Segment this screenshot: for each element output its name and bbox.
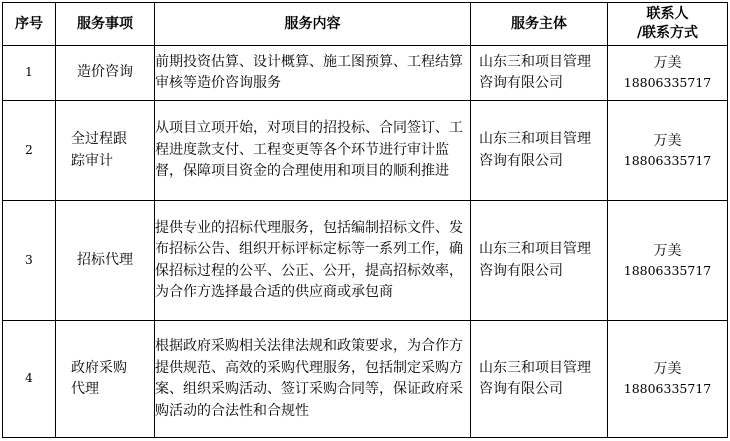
row-content: 提供专业的招标代理服务，包括编制招标文件、发布招标公告、组织开标评标定标等一系列工作，确保招标过程的公平、公正、公开，提高招标效率，为合作方选择最合适的供应商或承包商 [155, 201, 471, 321]
header-contact-line2: /联系方式 [636, 25, 699, 41]
row-content: 前期投资估算、设计概算、施工图预算、工程结算审核等造价咨询服务 [155, 46, 471, 101]
row-item: 招标代理 [77, 251, 133, 268]
header-entity: 服务主体 [471, 3, 608, 46]
services-table [2, 2, 728, 438]
row-contact-phone: 18806335717 [623, 152, 712, 168]
row-contact-name: 万美 [653, 242, 682, 259]
header-item: 服务事项 [56, 3, 155, 46]
row-contact-phone: 18806335717 [623, 381, 712, 396]
row-item: 全过程跟踪审计 [71, 131, 127, 169]
header-contact-line1: 联系人 [646, 6, 689, 22]
row-no: 1 [3, 46, 56, 101]
row-contact-name: 万美 [653, 55, 682, 71]
row-entity: 山东三和项目管理咨询有限公司 [479, 359, 591, 397]
row-item: 造价咨询 [77, 64, 133, 81]
row-entity: 山东三和项目管理咨询有限公司 [479, 53, 591, 91]
row-contact-phone: 18806335717 [623, 75, 712, 90]
row-no: 2 [3, 101, 56, 201]
table-row [3, 46, 728, 101]
row-no: 3 [3, 201, 56, 321]
table-row [3, 201, 728, 321]
header-content: 服务内容 [155, 3, 471, 46]
table-row [3, 321, 728, 438]
row-contact-name: 万美 [653, 361, 682, 377]
row-entity: 山东三和项目管理咨询有限公司 [479, 131, 591, 169]
row-contact-name: 万美 [653, 132, 682, 149]
header-no: 序号 [3, 3, 56, 46]
row-entity: 山东三和项目管理咨询有限公司 [479, 241, 591, 279]
row-contact-phone: 18806335717 [623, 262, 712, 278]
header-row [3, 3, 728, 46]
header-contact [608, 3, 728, 46]
row-content: 从项目立项开始，对项目的招投标、合同签订、工程进度款支付、工程变更等各个环节进行审计监督，保障项目资金的合理使用和项目的顺利推进 [155, 101, 471, 201]
row-content: 根据政府采购相关法律法规和政策要求，为合作方提供规范、高效的采购代理服务，包括制定采购方案、组织采购活动、签订采购合同等，保证政府采购活动的合法性和合规性 [155, 321, 471, 438]
row-no: 4 [3, 321, 56, 438]
row-item: 政府采购代理 [71, 359, 127, 397]
table-row [3, 101, 728, 201]
